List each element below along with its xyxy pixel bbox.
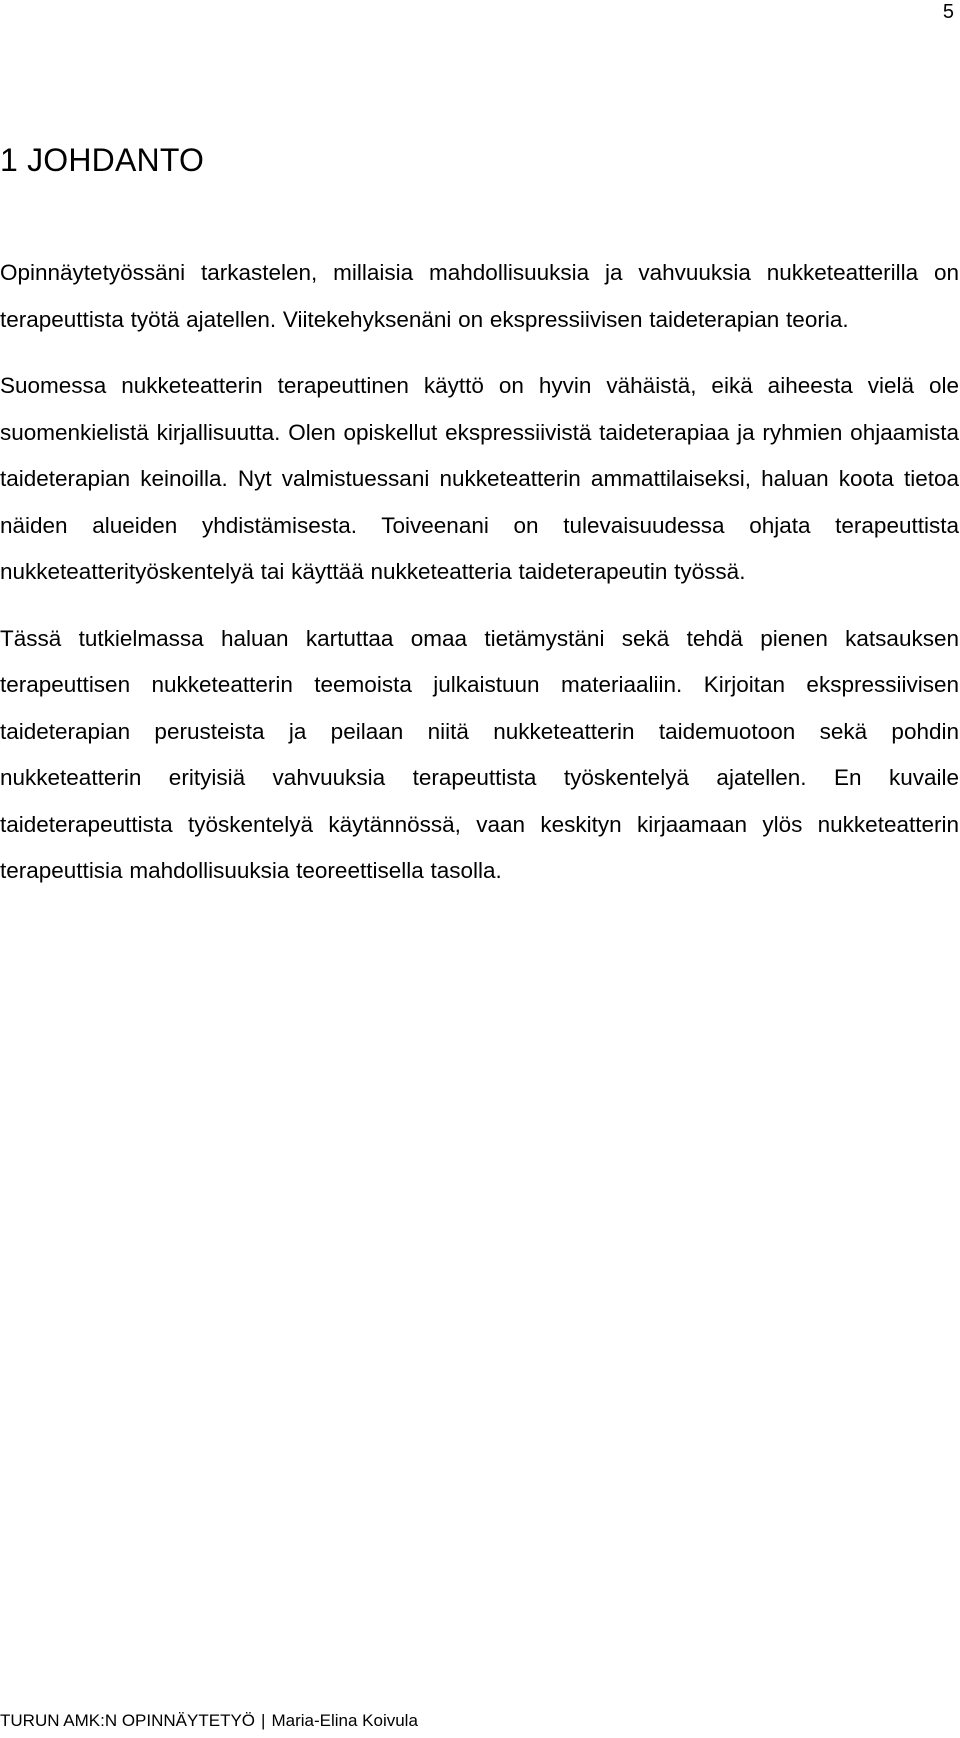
body-text xyxy=(0,250,959,915)
chapter-heading: 1 JOHDANTO xyxy=(0,142,205,178)
footer-author: Maria-Elina Koivula xyxy=(271,1711,418,1730)
footer-institution: TURUN AMK:N OPINNÄYTETYÖ xyxy=(0,1711,256,1730)
paragraph-3: Tässä tutkielmassa haluan kartuttaa omaa tietämystäni sekä tehdä pienen katsauksen terapeuttisen nukketeatterin teemoista julkaistuun materiaaliin. Kirjoitan ekspressiivisen taideterapian perusteista ja peilaan niitä nukketeatterin taidemuotoon sekä pohdin nukketeatterin erityisiä vahvuuksia terapeuttista työskentelyä ajatellen. En kuvaile taideterapeuttista työskentelyä käytännössä, vaan keskityn kirjaamaan ylös nukketeatterin terapeuttisia mahdollisuuksia teoreettisella tasolla. xyxy=(0,625,959,883)
paragraph-1: Opinnäytetyössäni tarkastelen, millaisia mahdollisuuksia ja vahvuuksia nukketeatterilla on terapeuttista työtä ajatellen. Viitekehyksenäni on ekspressiivisen taideterapian teoria. xyxy=(0,260,959,332)
footer-separator: | xyxy=(261,1711,266,1730)
page-footer xyxy=(0,1710,418,1732)
page-number: 5 xyxy=(942,1,954,23)
paragraph-2: Suomessa nukketeatterin terapeuttinen käyttö on hyvin vähäistä, eikä aiheesta vielä ole suomenkielistä kirjallisuutta. Olen opiskellut ekspressiivistä taideterapiaa ja ryhmien ohjaamista taideterapian keinoilla. Nyt valmistuessani nukketeatterin ammattilaiseksi, haluan koota tietoa näiden alueiden yhdistämisesta. Toiveenani on tulevaisuudessa ohjata terapeuttista nukketeatterityöskentelyä tai käyttää nukketeatteria taideterapeutin työssä. xyxy=(0,373,959,584)
